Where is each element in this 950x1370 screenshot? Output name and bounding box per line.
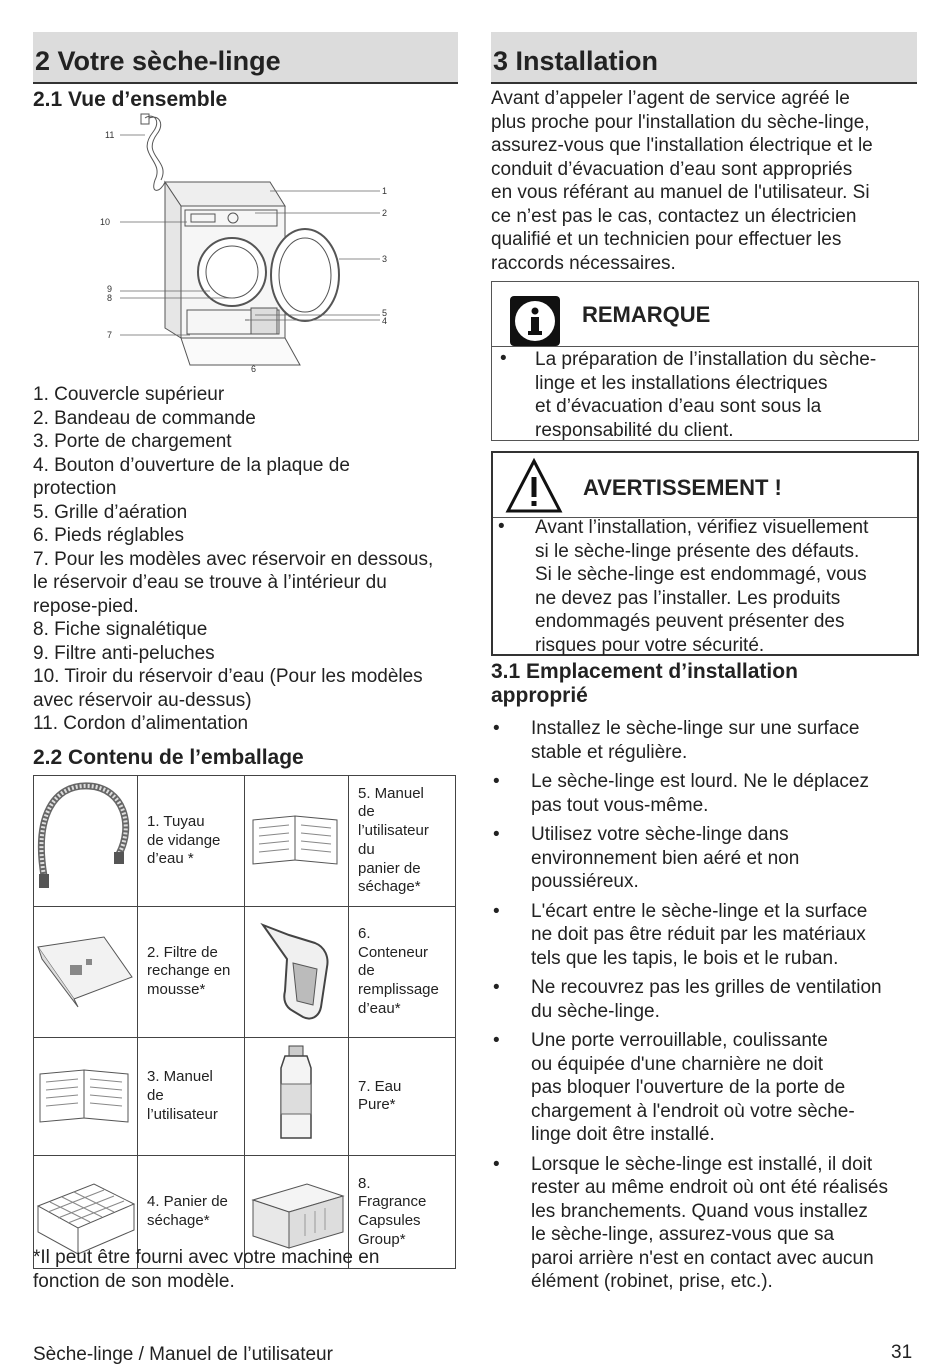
location-line: Lorsque le sèche-linge est installé, il doit: [531, 1153, 873, 1175]
location-line: linge doit être installé.: [531, 1124, 715, 1145]
item-text: 8.: [358, 1174, 371, 1192]
item-text: l’utilisateur: [147, 1105, 218, 1123]
note-line: linge et les installations électriques: [535, 372, 828, 394]
item-text: 4. Panier de: [147, 1193, 228, 1211]
footnote-line: fonction de son modèle.: [33, 1270, 235, 1292]
bullet: •: [493, 718, 500, 739]
package-footnote: [33, 1246, 458, 1293]
item-text: panier de: [358, 859, 421, 877]
note-text: [535, 348, 915, 442]
parts-line: 10. Tiroir du réservoir d’eau (Pour les modèles: [33, 666, 423, 687]
callout-2: 2: [382, 208, 388, 218]
intro-line: Avant d’appeler l’agent de service agréé le: [491, 88, 850, 109]
note-bullet: •: [500, 348, 507, 369]
location-item: [491, 717, 921, 764]
item-text: d’eau*: [358, 999, 401, 1017]
item-text: de: [358, 803, 375, 821]
warning-line: risques pour votre sécurité.: [535, 634, 765, 656]
item-text: Conteneur: [358, 943, 429, 961]
location-line: Ne recouvrez pas les grilles de ventilation: [531, 977, 882, 998]
callout-5: 5: [382, 308, 388, 318]
location-item: [491, 900, 921, 971]
dryer-illustration: [95, 110, 400, 375]
water-container-image-cell: [245, 906, 349, 1037]
filter-image-cell: [34, 906, 138, 1037]
item-text: du: [358, 840, 375, 858]
callout-10: 10: [100, 217, 111, 227]
location-line: le sèche-linge, assurez-vous que sa: [531, 1224, 835, 1245]
intro-line: conduit d’évacuation d’eau sont appropriés: [491, 158, 853, 180]
location-line: pas bloquer l'ouverture de la porte de: [531, 1077, 846, 1098]
bullet: •: [493, 977, 500, 998]
callout-1: 1: [382, 186, 388, 196]
warning-bullet: •: [498, 516, 505, 537]
open-book-icon: [245, 776, 349, 900]
location-line: paroi arrière n'est en contact avec aucun: [531, 1247, 874, 1269]
warning-text: [535, 516, 915, 657]
parts-line: protection: [33, 478, 117, 499]
location-title-line: approprié: [491, 684, 588, 707]
bullet: •: [493, 900, 500, 922]
item-text: de vidange: [147, 831, 221, 849]
parts-line: 7. Pour les modèles avec réservoir en dessous,: [33, 548, 434, 570]
item-text: de: [147, 1087, 164, 1105]
package-contents-table: [33, 775, 456, 1269]
item-text: séchage*: [147, 1212, 210, 1230]
location-line: Utilisez votre sèche-linge dans: [531, 824, 789, 845]
location-line: chargement à l'endroit où votre sèche-: [531, 1100, 855, 1122]
location-line: rester au même endroit où ont été réalisés: [531, 1177, 888, 1198]
bullet: •: [493, 1030, 500, 1051]
item-text: 5. Manuel: [358, 784, 424, 802]
item-text: Capsules: [358, 1212, 421, 1230]
bottle-image-cell: [245, 1037, 349, 1156]
item-text: 3. Manuel: [147, 1068, 213, 1086]
installation-intro: [491, 87, 917, 275]
manual-image-cell: [34, 1037, 138, 1156]
note-line: responsabilité du client.: [535, 419, 734, 441]
water-bottle-icon: [245, 1038, 349, 1150]
warning-triangle-icon: [505, 457, 563, 515]
parts-list: [33, 383, 458, 736]
warning-line: endommagés peuvent présenter des: [535, 611, 845, 632]
warning-title: AVERTISSEMENT !: [583, 475, 782, 500]
location-line: du sèche-linge.: [531, 1000, 660, 1022]
page-number: 31: [891, 1342, 913, 1363]
parts-line: 1. Couvercle supérieur: [33, 384, 225, 405]
location-item: [491, 823, 921, 894]
parts-line: 5. Grille d’aération: [33, 501, 188, 523]
foam-filter-icon: [34, 907, 138, 1031]
parts-line: 4. Bouton d’ouverture de la plaque de: [33, 454, 350, 476]
note-line: et d’évacuation d’eau sont sous la: [535, 396, 822, 417]
location-line: ou équipée d'une charnière ne doit: [531, 1053, 824, 1075]
location-line: élément (robinet, prise, etc.).: [531, 1271, 773, 1292]
location-title-line: 3.1 Emplacement d’installation: [491, 660, 798, 683]
parts-line: 11. Cordon d’alimentation: [33, 713, 249, 734]
location-line: Une porte verrouillable, coulissante: [531, 1030, 828, 1051]
item-text: Pure*: [358, 1096, 396, 1114]
footer-text: Sèche-linge / Manuel de l’utilisateur: [33, 1344, 333, 1365]
parts-line: repose-pied.: [33, 595, 139, 617]
intro-line: plus proche pour l'installation du sèche-linge,: [491, 111, 870, 133]
hose-image-cell: [34, 776, 138, 907]
note-line: La préparation de l’installation du sèche-: [535, 349, 877, 370]
bullet: •: [493, 1153, 500, 1175]
location-title: [491, 660, 798, 708]
location-line: environnement bien aéré et non: [531, 847, 800, 869]
info-icon: [510, 296, 560, 346]
package-item-3: [138, 1037, 245, 1156]
parts-line: avec réservoir au-dessus): [33, 689, 252, 711]
package-item-6: [349, 906, 456, 1037]
callout-6: 6: [251, 364, 257, 374]
warning-line: Si le sèche-linge est endommagé, vous: [535, 564, 867, 585]
warning-line: ne devez pas l’installer. Les produits: [535, 587, 841, 609]
bullet: •: [493, 824, 500, 845]
callout-7: 7: [107, 330, 113, 340]
item-text: 6.: [358, 924, 371, 942]
location-line: les branchements. Quand vous installez: [531, 1200, 868, 1222]
item-text: mousse*: [147, 981, 206, 999]
callout-3: 3: [382, 254, 388, 264]
location-line: Le sèche-linge est lourd. Ne le déplacez: [531, 771, 869, 792]
open-book-icon: [34, 1038, 138, 1150]
location-item: [491, 1029, 921, 1147]
parts-line: 8. Fiche signalétique: [33, 619, 208, 640]
package-item-7: [349, 1037, 456, 1156]
water-container-icon: [245, 907, 349, 1031]
parts-line: 2. Bandeau de commande: [33, 407, 256, 429]
warning-box: [491, 451, 919, 656]
bullet: •: [493, 771, 500, 792]
section-title-installation: 3 Installation: [491, 32, 917, 84]
callout-4: 4: [382, 316, 388, 326]
location-line: poussiéreux.: [531, 871, 639, 892]
intro-line: ce n’est pas le cas, contactez un électricien: [491, 205, 857, 227]
item-text: 1. Tuyau: [147, 812, 205, 830]
callout-8: 8: [107, 293, 113, 303]
package-item-2: [138, 906, 245, 1037]
item-text: Group*: [358, 1231, 406, 1249]
footnote-line: *Il peut être fourni avec votre machine en: [33, 1247, 380, 1268]
location-item: [491, 770, 921, 817]
parts-line: 9. Filtre anti-peluches: [33, 642, 215, 664]
location-line: Installez le sèche-linge sur une surface: [531, 718, 860, 739]
location-line: stable et régulière.: [531, 741, 688, 763]
package-item-5: [349, 776, 456, 907]
intro-line: raccords nécessaires.: [491, 252, 676, 274]
drain-hose-icon: [34, 776, 138, 900]
item-text: de: [358, 962, 375, 980]
note-box: [491, 281, 919, 441]
callout-11: 11: [105, 130, 115, 140]
intro-line: qualifié et un technicien pour effectuer les: [491, 229, 842, 250]
intro-line: en vous référant au manuel de l'utilisateur. Si: [491, 182, 870, 203]
location-item: [491, 976, 921, 1023]
warning-line: si le sèche-linge présente des défauts.: [535, 540, 860, 562]
location-line: pas tout vous-même.: [531, 794, 709, 816]
location-line: ne doit pas être réduit par les matériaux: [531, 924, 866, 945]
item-text: 7. Eau: [358, 1077, 402, 1095]
location-item: [491, 1153, 921, 1294]
parts-line: le réservoir d’eau se trouve à l’intérieur du: [33, 572, 387, 593]
note-title: REMARQUE: [582, 302, 711, 327]
package-item-1: [138, 776, 245, 907]
item-text: d’eau *: [147, 850, 194, 868]
intro-line: assurez-vous que l'installation électrique et le: [491, 135, 873, 156]
section-title-votre-seche-linge: 2 Votre sèche-linge: [33, 32, 458, 84]
location-list: [491, 717, 921, 1294]
item-text: l’utilisateur: [358, 822, 429, 840]
parts-line: 3. Porte de chargement: [33, 431, 232, 452]
parts-line: 6. Pieds réglables: [33, 525, 185, 546]
package-title: 2.2 Contenu de l’emballage: [33, 746, 304, 769]
item-text: rechange en: [147, 962, 231, 980]
overview-title: 2.1 Vue d’ensemble: [33, 88, 228, 111]
item-text: séchage*: [358, 878, 421, 896]
item-text: 2. Filtre de: [147, 943, 218, 961]
location-line: L'écart entre le sèche-linge et la surface: [531, 900, 868, 922]
location-line: tels que les tapis, le bois et le ruban.: [531, 947, 839, 969]
item-text: Fragrance: [358, 1193, 427, 1211]
warning-line: Avant l’installation, vérifiez visuellement: [535, 517, 869, 538]
basket-manual-image-cell: [245, 776, 349, 907]
callout-9: 9: [107, 284, 113, 294]
item-text: remplissage: [358, 981, 439, 999]
